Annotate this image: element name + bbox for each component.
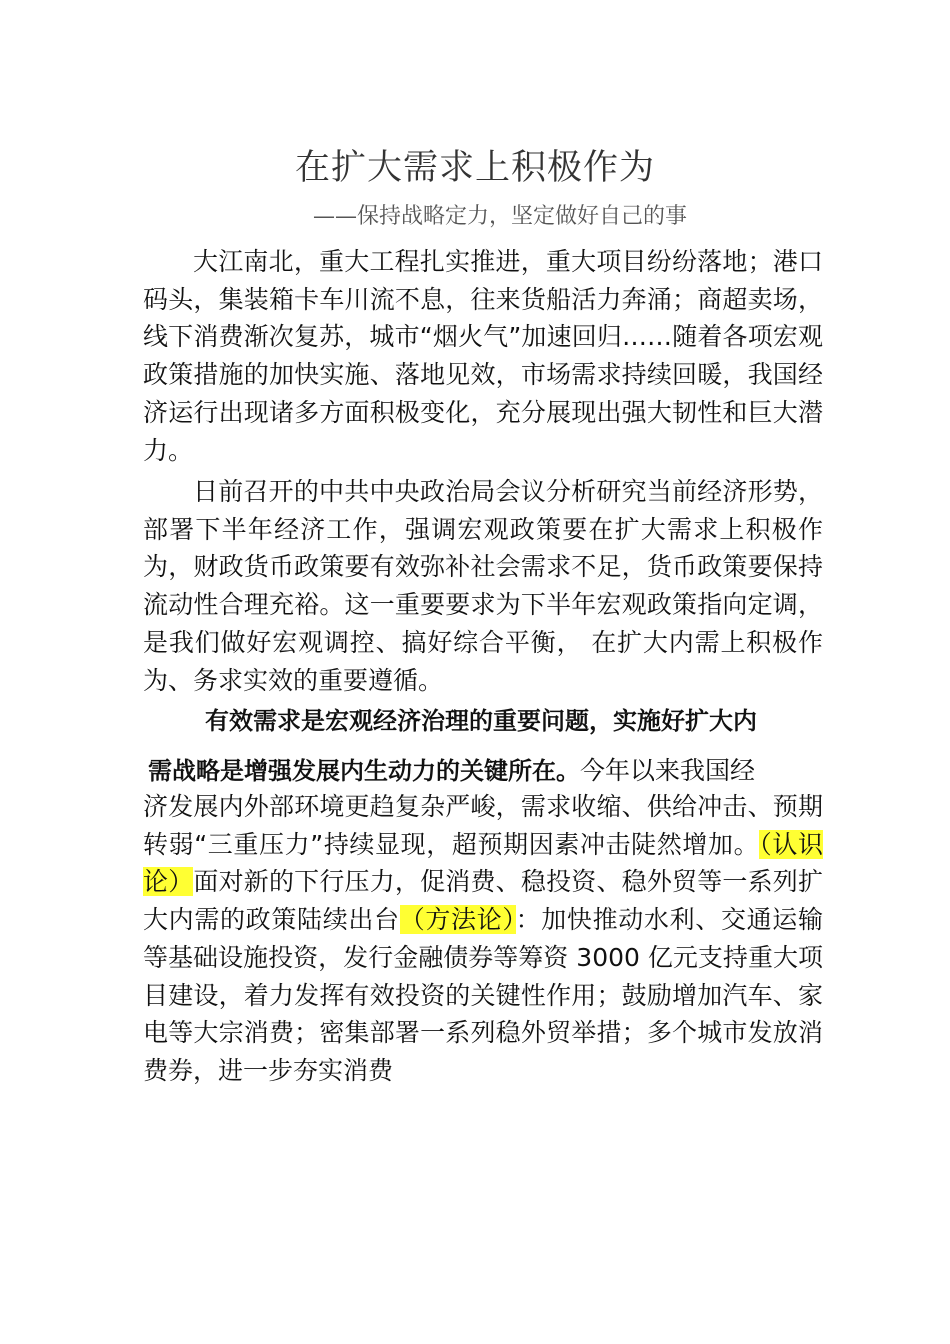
paragraph-2: 日前召开的中共中央政治局会议分析研究当前经济形势，部署下半年经济工作，强调宏观政策要在扩大需求上积极作为，财政货币政策要有效弥补社会需求不足，货币政策要保持流动性合理充裕。这一重要要求为下半年宏观政策指向定调，是我们做好宏观调控、搞好综合平衡， 在扩大内需上积极作为、务求实效的重要遵循。 — [143, 477, 823, 695]
paragraph-1: 大江南北，重大工程扎实推进，重大项目纷纷落地；港口码头，集装箱卡车川流不息，往来货船活力奔涌；商超卖场，线下消费渐次复苏，城市“烟火气”加速回归……随着各项宏观政策措施的加快实施、落地见效，市场需求持续回暖，我国经济运行出现诸多方面积极变化，充分展现出强大韧性和巨大潜力。 — [143, 247, 823, 465]
document-title: 在扩大需求上积极作为 — [294, 148, 655, 188]
paragraph-3-text-c: ：加快推动水利、交通运输等基础设施投资，发行金融债券等筹资 3000 亿元支持重大项目建设，着力发挥有效投资的关键性作用；鼓励增加汽车、家电等大宗消费；密集部署一系列稳外贸举措；多个城市发放消费券，进一步夯实消费 — [143, 905, 823, 1085]
highlight-methodology: （方法论） — [399, 905, 516, 935]
paragraph-3-lead-line-1: 有效需求是宏观经济治理的重要问题，实施好扩大内 — [205, 707, 757, 735]
document-subtitle: ——保持战略定力，坚定做好自己的事 — [312, 204, 687, 229]
paragraph-3-body — [143, 788, 823, 1090]
paragraph-3-text-b: 面对新的下行压力，促消费、稳投资、稳外贸等一系列扩大内需的政策陆续出台 — [143, 867, 823, 935]
paragraph-3-line-2 — [148, 752, 755, 790]
highlight-epistemology: （认识论） — [143, 829, 823, 897]
paragraph-3-lead-line-2: 需战略是增强发展内生动力的关键所在。 — [148, 757, 580, 785]
paragraph-3-tail-line-2: 今年以来我国经 — [580, 756, 756, 785]
paragraph-3-text-a: 济发展内外部环境更趋复杂严峻，需求收缩、供给冲击、预期转弱“三重压力”持续显现，超预期因素冲击陡然增加。 — [143, 792, 823, 859]
